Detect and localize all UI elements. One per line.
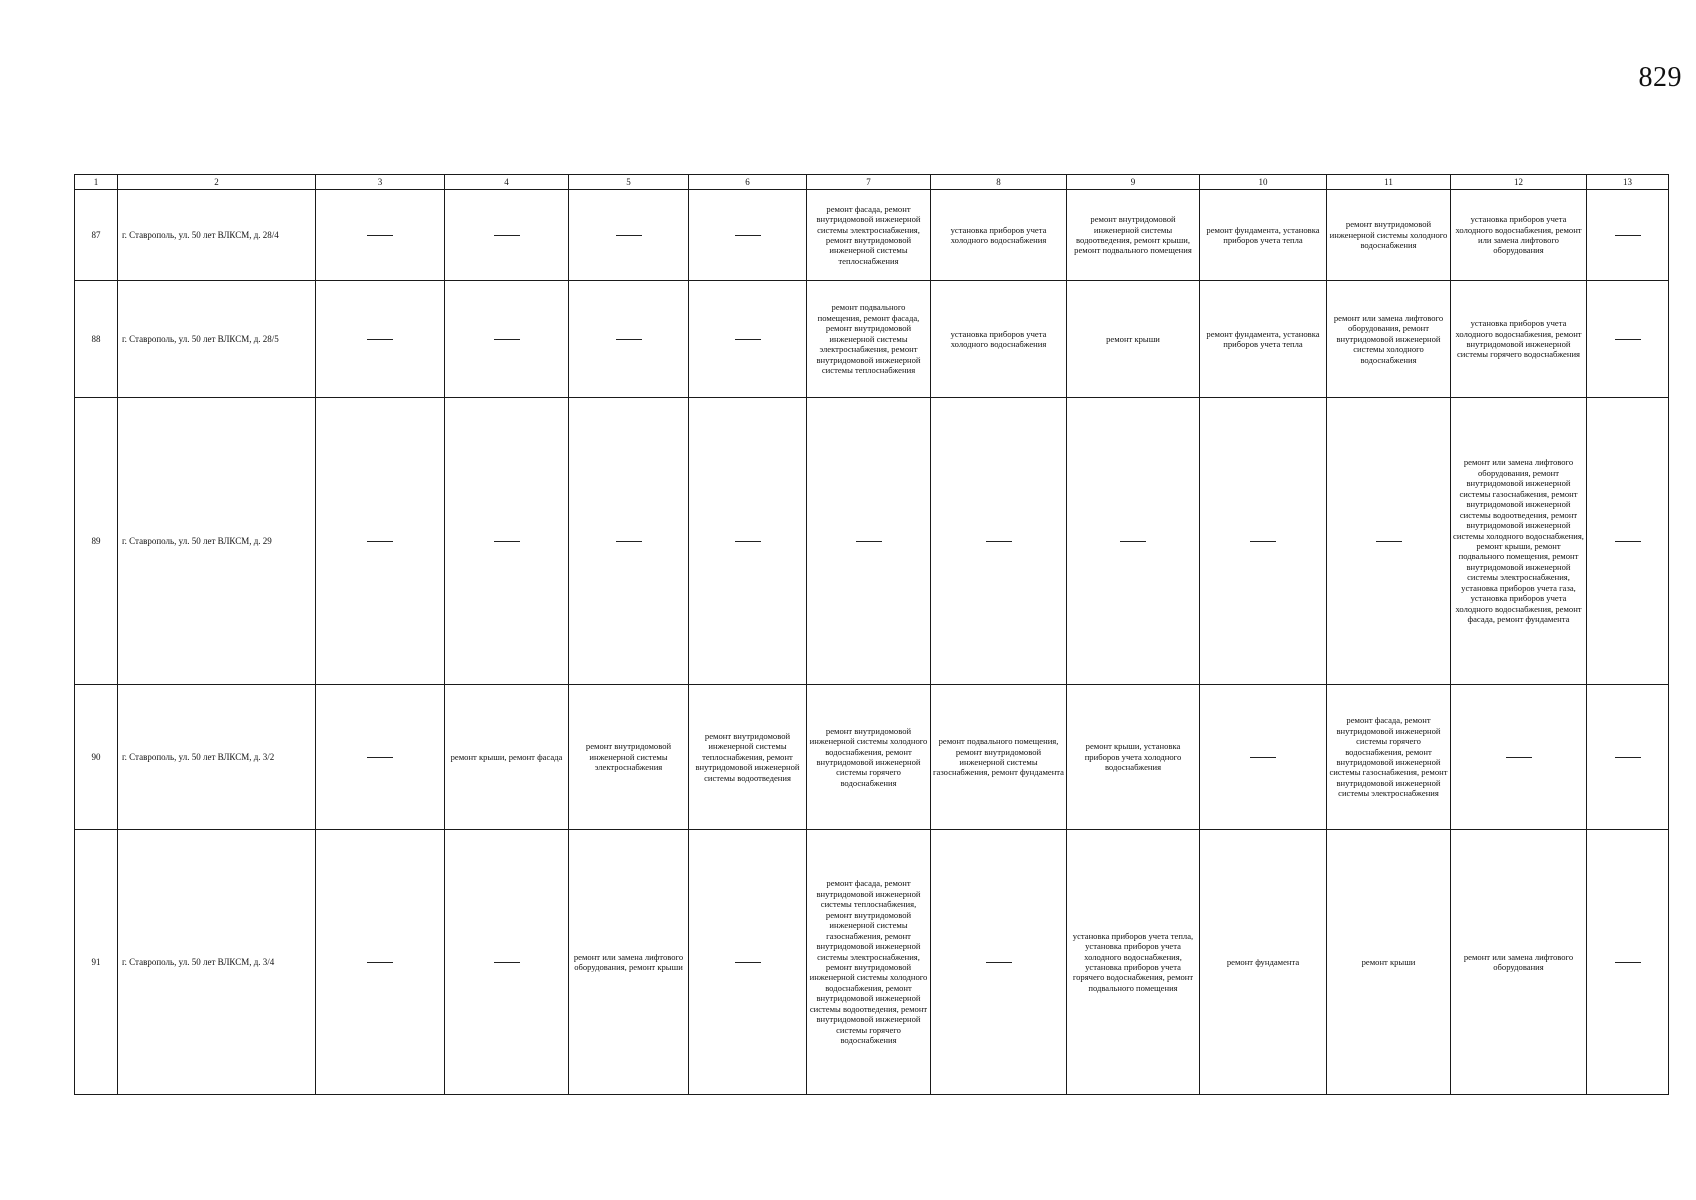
- column-number: 1: [75, 175, 118, 190]
- dash: [1506, 757, 1532, 758]
- page-number: 829: [1638, 62, 1682, 93]
- works-cell: ремонт внутридомовой инженерной системы холодного водоснабжения, ремонт внутридомовой инженерной системы горячего водоснабжения: [807, 685, 931, 830]
- dash: [1615, 962, 1641, 963]
- address-cell: г. Ставрополь, ул. 50 лет ВЛКСМ, д. 29: [118, 398, 316, 685]
- empty-cell: [1587, 398, 1669, 685]
- column-number: 2: [118, 175, 316, 190]
- works-cell: ремонт фундамента, установка приборов учета тепла: [1200, 190, 1327, 281]
- repair-program-table: [74, 174, 1669, 1095]
- dash: [1250, 757, 1276, 758]
- works-cell: установка приборов учета холодного водоснабжения: [931, 190, 1067, 281]
- works-cell: ремонт фундамента: [1200, 830, 1327, 1095]
- row-number: 89: [75, 398, 118, 685]
- empty-cell: [316, 281, 445, 398]
- empty-cell: [445, 190, 569, 281]
- empty-cell: [1200, 398, 1327, 685]
- works-cell: ремонт подвального помещения, ремонт внутридомовой инженерной системы газоснабжения, ремонт фундамента: [931, 685, 1067, 830]
- works-cell: ремонт фасада, ремонт внутридомовой инженерной системы электроснабжения, ремонт внутридомовой инженерной системы теплоснабжения: [807, 190, 931, 281]
- address-cell: г. Ставрополь, ул. 50 лет ВЛКСМ, д. 3/4: [118, 830, 316, 1095]
- works-cell: ремонт внутридомовой инженерной системы электроснабжения: [569, 685, 689, 830]
- column-number: 13: [1587, 175, 1669, 190]
- empty-cell: [1587, 830, 1669, 1095]
- empty-cell: [689, 190, 807, 281]
- works-cell: ремонт крыши, ремонт фасада: [445, 685, 569, 830]
- empty-cell: [807, 398, 931, 685]
- dash: [616, 339, 642, 340]
- works-cell: ремонт крыши: [1327, 830, 1451, 1095]
- empty-cell: [1200, 685, 1327, 830]
- address-cell: г. Ставрополь, ул. 50 лет ВЛКСМ, д. 28/4: [118, 190, 316, 281]
- dash: [735, 235, 761, 236]
- table-row: [75, 685, 1669, 830]
- empty-cell: [569, 398, 689, 685]
- dash: [367, 235, 393, 236]
- works-cell: ремонт или замена лифтового оборудования: [1451, 830, 1587, 1095]
- empty-cell: [316, 190, 445, 281]
- table-row: [75, 190, 1669, 281]
- works-cell: ремонт или замена лифтового оборудования, ремонт крыши: [569, 830, 689, 1095]
- column-number: 5: [569, 175, 689, 190]
- dash: [367, 757, 393, 758]
- address-cell: г. Ставрополь, ул. 50 лет ВЛКСМ, д. 3/2: [118, 685, 316, 830]
- dash: [856, 541, 882, 542]
- address-cell: г. Ставрополь, ул. 50 лет ВЛКСМ, д. 28/5: [118, 281, 316, 398]
- empty-cell: [931, 398, 1067, 685]
- works-cell: ремонт или замена лифтового оборудования, ремонт внутридомовой инженерной системы газоснабжения, ремонт внутридомовой инженерной системы водоотведения, ремонт внутридомовой инженерной системы холодного водоснабжения, ремонт крыши, ремонт подвального помещения, ремонт внутридомовой инженерной системы электроснабжения, установка приборов учета газа, установка приборов учета холодного водоснабжения, ремонт фасада, ремонт фундамента: [1451, 398, 1587, 685]
- dash: [1376, 541, 1402, 542]
- dash: [494, 339, 520, 340]
- empty-cell: [1587, 281, 1669, 398]
- empty-cell: [689, 398, 807, 685]
- empty-cell: [931, 830, 1067, 1095]
- empty-cell: [1587, 190, 1669, 281]
- dash: [1615, 757, 1641, 758]
- row-number: 87: [75, 190, 118, 281]
- works-cell: ремонт внутридомовой инженерной системы теплоснабжения, ремонт внутридомовой инженерной системы водоотведения: [689, 685, 807, 830]
- dash: [1615, 339, 1641, 340]
- row-number: 88: [75, 281, 118, 398]
- dash: [1615, 235, 1641, 236]
- dash: [1120, 541, 1146, 542]
- column-number: 6: [689, 175, 807, 190]
- dash: [494, 962, 520, 963]
- works-cell: ремонт фасада, ремонт внутридомовой инженерной системы горячего водоснабжения, ремонт внутридомовой инженерной системы газоснабжения, ремонт внутридомовой инженерной системы электроснабжения: [1327, 685, 1451, 830]
- empty-cell: [569, 281, 689, 398]
- row-number: 90: [75, 685, 118, 830]
- empty-cell: [445, 830, 569, 1095]
- column-number: 7: [807, 175, 931, 190]
- table-row: [75, 830, 1669, 1095]
- dash: [494, 541, 520, 542]
- empty-cell: [316, 398, 445, 685]
- dash: [367, 962, 393, 963]
- table-row: [75, 398, 1669, 685]
- empty-cell: [1587, 685, 1669, 830]
- dash: [616, 541, 642, 542]
- empty-cell: [316, 685, 445, 830]
- empty-cell: [1067, 398, 1200, 685]
- column-number: 8: [931, 175, 1067, 190]
- empty-cell: [569, 190, 689, 281]
- dash: [1615, 541, 1641, 542]
- column-number: 3: [316, 175, 445, 190]
- works-cell: установка приборов учета холодного водоснабжения, ремонт внутридомовой инженерной системы горячего водоснабжения: [1451, 281, 1587, 398]
- works-cell: установка приборов учета холодного водоснабжения, ремонт или замена лифтового оборудования: [1451, 190, 1587, 281]
- column-number: 12: [1451, 175, 1587, 190]
- dash: [367, 541, 393, 542]
- column-number: 10: [1200, 175, 1327, 190]
- dash: [494, 235, 520, 236]
- works-cell: установка приборов учета холодного водоснабжения: [931, 281, 1067, 398]
- works-cell: ремонт внутридомовой инженерной системы холодного водоснабжения: [1327, 190, 1451, 281]
- works-cell: установка приборов учета тепла, установка приборов учета холодного водоснабжения, установка приборов учета горячего водоснабжения, ремонт подвального помещения: [1067, 830, 1200, 1095]
- works-cell: ремонт фундамента, установка приборов учета тепла: [1200, 281, 1327, 398]
- table-row: [75, 281, 1669, 398]
- dash: [735, 339, 761, 340]
- empty-cell: [445, 281, 569, 398]
- dash: [986, 962, 1012, 963]
- column-number: 4: [445, 175, 569, 190]
- dash: [1250, 541, 1276, 542]
- dash: [735, 541, 761, 542]
- works-cell: ремонт фасада, ремонт внутридомовой инженерной системы теплоснабжения, ремонт внутридомовой инженерной системы газоснабжения, ремонт внутридомовой инженерной системы электроснабжения, ремонт внутридомовой инженерной системы холодного водоснабжения, ремонт внутридомовой инженерной системы водоотведения, ремонт внутридомовой инженерной системы горячего водоснабжения: [807, 830, 931, 1095]
- dash: [986, 541, 1012, 542]
- works-cell: ремонт крыши, установка приборов учета холодного водоснабжения: [1067, 685, 1200, 830]
- column-number: 9: [1067, 175, 1200, 190]
- dash: [367, 339, 393, 340]
- empty-cell: [445, 398, 569, 685]
- empty-cell: [316, 830, 445, 1095]
- empty-cell: [1451, 685, 1587, 830]
- works-cell: ремонт внутридомовой инженерной системы водоотведения, ремонт крыши, ремонт подвального помещения: [1067, 190, 1200, 281]
- dash: [735, 962, 761, 963]
- empty-cell: [1327, 398, 1451, 685]
- empty-cell: [689, 830, 807, 1095]
- works-cell: ремонт подвального помещения, ремонт фасада, ремонт внутридомовой инженерной системы электроснабжения, ремонт внутридомовой инженерной системы теплоснабжения: [807, 281, 931, 398]
- works-cell: ремонт крыши: [1067, 281, 1200, 398]
- works-cell: ремонт или замена лифтового оборудования, ремонт внутридомовой инженерной системы холодного водоснабжения: [1327, 281, 1451, 398]
- column-number: 11: [1327, 175, 1451, 190]
- empty-cell: [689, 281, 807, 398]
- column-number-row: [75, 175, 1669, 190]
- dash: [616, 235, 642, 236]
- row-number: 91: [75, 830, 118, 1095]
